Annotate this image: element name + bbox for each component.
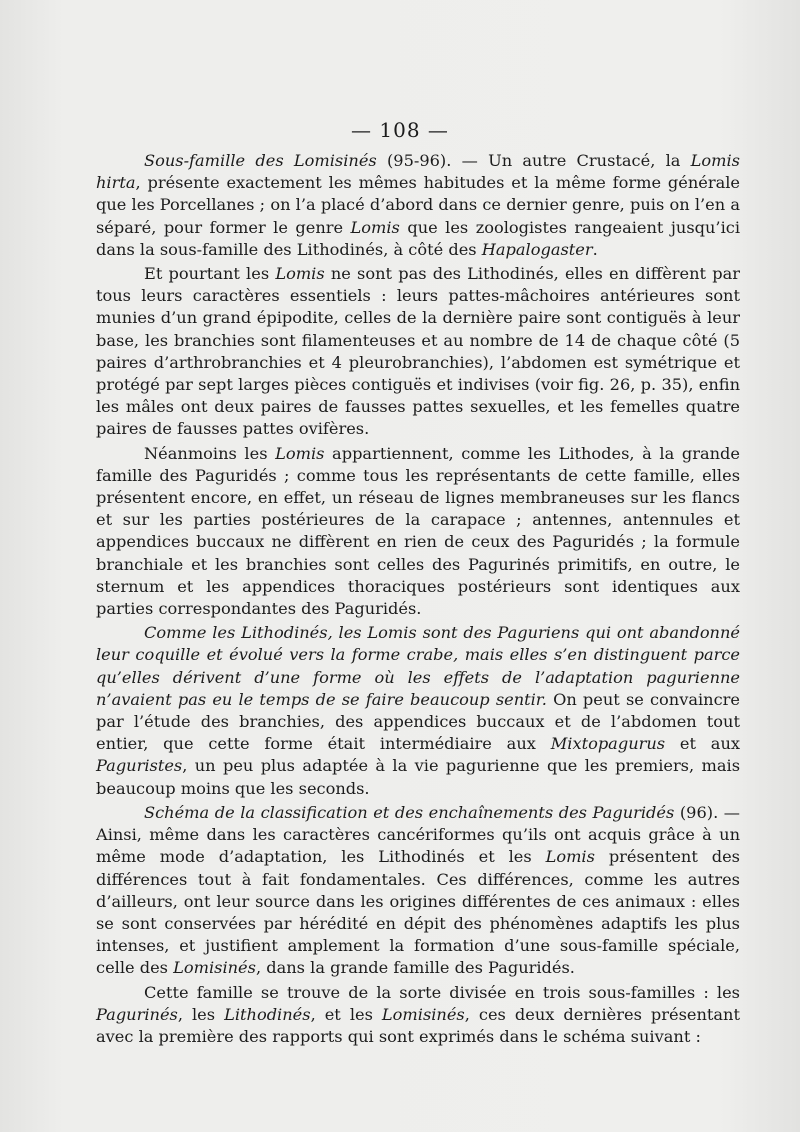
italic-text: Lomis — [275, 264, 325, 284]
text-run: Cette famille se trouve de la sorte divisée en trois sous-familles : les — [144, 982, 740, 1002]
text-run: que les zoologistes rangeaient jusqu’ici dans la sous-famille des Lithodinés, à côté des — [96, 217, 740, 259]
text-run: , présente exactement les mêmes habitudes et la même forme générale que les Porcellanes ; on l’a placé d’abord dans ce dernier genre, puis on l’en a séparé, pour former le genre — [96, 173, 740, 237]
text-run: , ces deux dernières présentant avec la première des rapports qui sont exprimés dans le schéma suivant : — [96, 1004, 740, 1046]
paragraph — [96, 150, 740, 261]
paragraph — [96, 622, 740, 800]
italic-text: Lomis — [545, 847, 595, 867]
page-number: — 108 — — [351, 118, 449, 142]
italic-text: Paguristes — [96, 756, 183, 776]
text-run: et aux — [665, 734, 740, 754]
italic-text: Hapalogaster — [481, 239, 593, 259]
paragraph — [96, 982, 740, 1049]
italic-text: Schéma de la classification et des enchaînements des Paguridés — [144, 802, 675, 822]
text-run: , dans la grande famille des Paguridés. — [255, 958, 575, 978]
paragraph — [96, 443, 740, 621]
italic-text: Pagurinés — [96, 1004, 178, 1024]
italic-text: Lithodinés — [224, 1004, 311, 1024]
text-run: présentent des différences tout à fait fondamentales. Ces différences, comme les autres d’ailleurs, ont leur source dans les origines différentes de ces animaux : elles se sont conservées par hérédité en dépit des phénomènes adaptifs les plus intenses, et justifient amplement la formation d’une sous-famille spéciale, celle des — [96, 847, 740, 978]
italic-text: Lomis — [350, 217, 400, 237]
paragraph — [96, 802, 740, 980]
italic-text: Comme les Lithodinés, les Lomis sont des Paguriens qui ont abandonné leur coquille et évolué vers la forme crabe, mais elles s’en distinguent parce qu’elles dérivent d’une forme où les effets de l’adaptation pagurienne n’avaient pas eu le temps de se faire beaucoup sentir. — [96, 623, 740, 709]
text-run: Néanmoins les — [144, 443, 276, 463]
text-run: (95-96). — Un autre Crustacé, la — [376, 151, 691, 170]
paragraph — [96, 263, 740, 441]
body-text — [96, 150, 740, 1048]
italic-text: Mixtopagurus — [550, 734, 666, 754]
italic-text: Lomis — [275, 443, 325, 463]
text-run: appartiennent, comme les Lithodes, à la grande famille des Paguridés ; comme tous les représentants de cette famille, elles présentent encore, en effet, un réseau de lignes membraneuses sur les flancs et sur les parties postérieures de la carapace ; antennes, antennules et appendices buccaux ne diffèrent en rien de ceux des Paguridés ; la formule branchiale et les branchies sont celles des Pagurinés primitifs, en outre, le sternum et les appendices thoraciques postérieurs sont identiques aux parties correspondantes des Paguridés. — [96, 443, 740, 619]
italic-text: Lomis hirta — [96, 151, 740, 193]
text-run: , et les — [310, 1004, 382, 1024]
text-run: On peut se convaincre par l’étude des branchies, des appendices buccaux et de l’abdomen tout entier, que cette forme était intermédiaire aux — [96, 689, 740, 754]
text-run: ne sont pas des Lithodinés, elles en diffèrent par tous leurs caractères essentiels : leurs pattes-mâchoires antérieures sont munies d’un grand épipodite, celles de la dernière paire sont contiguës à leur base, les branchies sont filamenteuses et au nombre de 14 de chaque côté (5 paires d’arthrobranchies et 4 pleurobranchies), l’abdomen est symétrique et protégé par sept larges pièces contiguës et indivises (voir fig. 26, p. 35), enfin les mâles ont deux paires de fausses pattes sexuelles, et les femelles quatre paires de fausses pattes ovifères. — [96, 264, 740, 439]
italic-text: Lomisinés — [381, 1004, 465, 1024]
text-run: (96). — Ainsi, même dans les caractères cancériformes qu’ils ont acquis grâce à un même mode d’adaptation, les Lithodinés et les — [96, 802, 740, 867]
italic-text: Sous-famille des Lomisinés — [144, 151, 377, 170]
text-run: , un peu plus adaptée à la vie pagurienne que les premiers, mais beaucoup moins que les seconds. — [96, 756, 740, 798]
text-run: . — [592, 239, 598, 259]
italic-text: Lomisinés — [173, 958, 256, 978]
text-run: , les — [177, 1004, 225, 1024]
text-run: Et pourtant les — [144, 264, 276, 284]
